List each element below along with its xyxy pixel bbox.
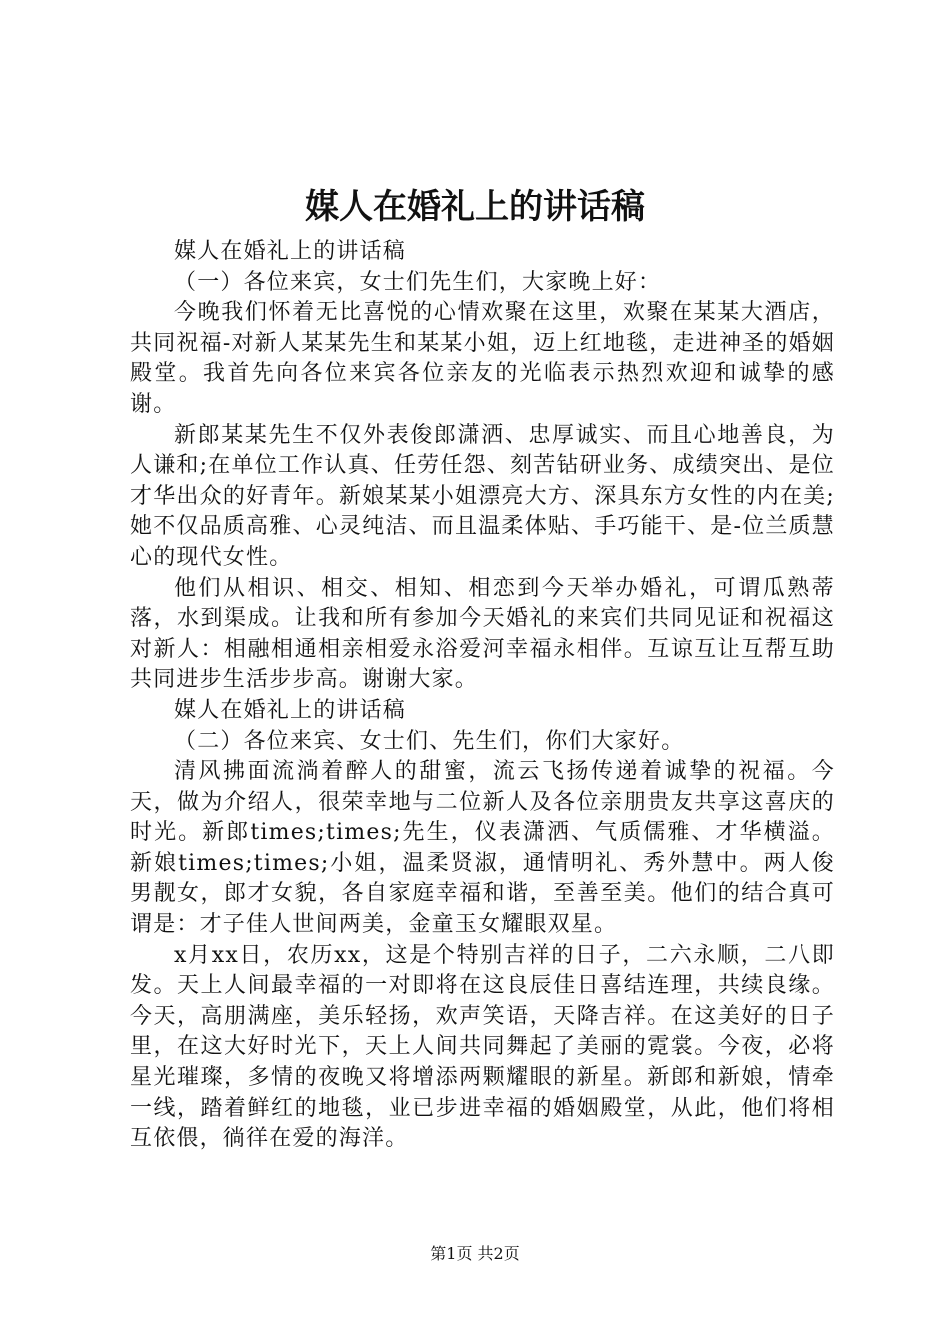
document-title: 媒人在婚礼上的讲话稿 xyxy=(305,187,645,227)
paragraph: 今晚我们怀着无比喜悦的心情欢聚在这里，欢聚在某某大酒店，共同祝福-对新人某某先生和某某小姐，迈上红地毯，走进神圣的婚姻殿堂。我首先向各位来宾各位亲友的光临表示热烈欢迎和诚挚的感谢。 xyxy=(130,300,835,417)
paragraph: 新郎某某先生不仅外表俊郎潇洒、忠厚诚实、而且心地善良，为人谦和;在单位工作认真、任劳任怨、刻苦钻研业务、成绩突出、是位才华出众的好青年。新娘某某小姐漂亮大方、深具东方女性的内在美;她不仅品质高雅、心灵纯洁、而且温柔体贴、手巧能干、是-位兰质慧心的现代女性。 xyxy=(130,422,835,570)
paragraph-heading-1: 媒人在婚礼上的讲话稿 xyxy=(174,239,407,264)
paragraph: 他们从相识、相交、相知、相恋到今天举办婚礼，可谓瓜熟蒂落，水到渠成。让我和所有参加今天婚礼的来宾们共同见证和祝福这对新人：相融相通相亲相爱永浴爱河幸福永相伴。互谅互让互帮互助共同进步生活步步高。谢谢大家。 xyxy=(130,575,835,693)
paragraph: x月xx日，农历xx，这是个特别吉祥的日子，二六永顺，二八即发。天上人间最幸福的一对即将在这良辰佳日喜结连理，共续良缘。今天，高朋满座，美乐轻扬，欢声笑语，天降吉祥。在这美好的日子里，在这大好时光下，天上人间共同舞起了美丽的霓裳。今夜，必将星光璀璨，多情的夜晚又将增添两颗耀眼的新星。新郎和新娘，情牵一线，踏着鲜红的地毯，业已步进幸福的婚姻殿堂，从此，他们将相互依偎，徜徉在爱的海洋。 xyxy=(130,942,835,1152)
page-footer: 第1页 共2页 xyxy=(430,1244,520,1263)
paragraph-heading-2: 媒人在婚礼上的讲话稿 xyxy=(174,697,407,723)
paragraph-greeting-1: （一）各位来宾，女士们先生们，大家晚上好： xyxy=(174,269,662,295)
paragraph-greeting-2: （二）各位来宾、女士们、先生们，你们大家好。 xyxy=(174,728,685,754)
paragraph: 清风拂面流淌着醉人的甜蜜，流云飞扬传递着诚挚的祝福。今天，做为介绍人，很荣幸地与二位新人及各位亲朋贵友共享这喜庆的时光。新郎times;times;先生，仪表潇洒、气质儒雅、才华横溢。新娘times;times;小姐，温柔贤淑，通情明礼、秀外慧中。两人俊男靓女，郎才女貌，各自家庭幸福和谐，至善至美。他们的结合真可谓是：才子佳人世间两美，金童玉女耀眼双星。 xyxy=(130,759,835,938)
document-body xyxy=(130,237,835,1155)
